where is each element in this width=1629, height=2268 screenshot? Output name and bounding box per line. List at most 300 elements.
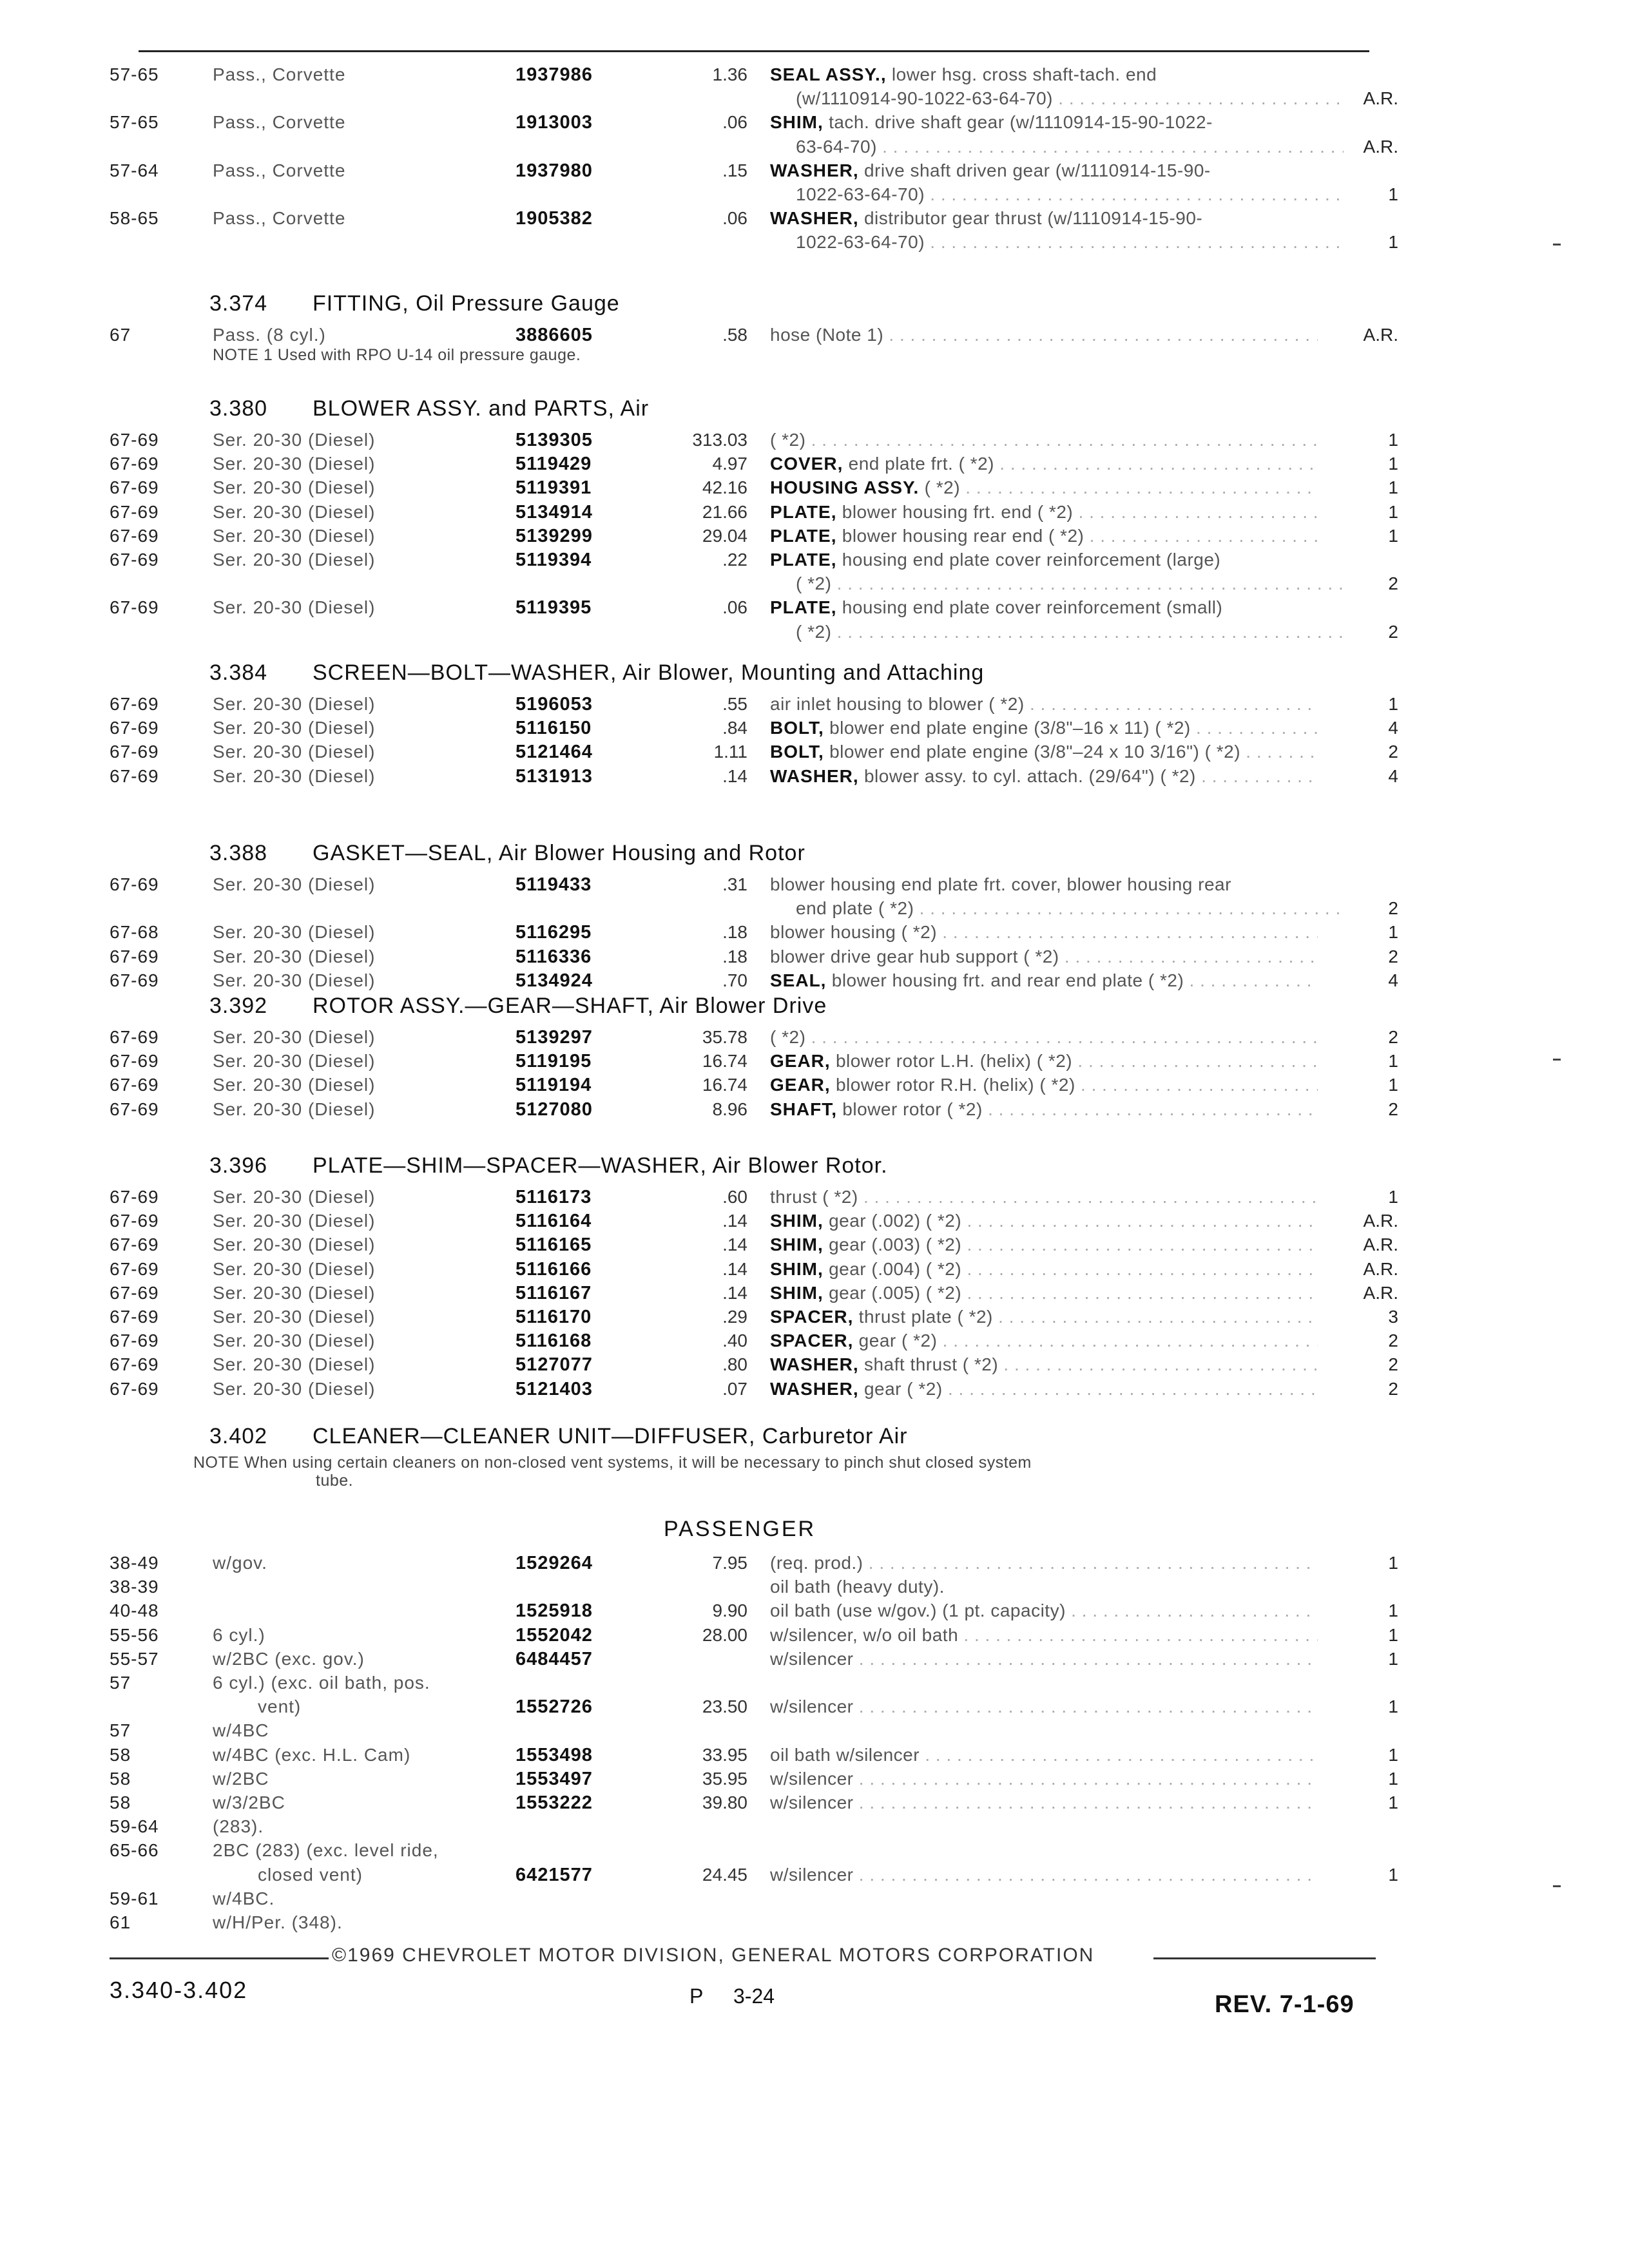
description-text: blower housing end plate frt. cover, blower housing rear [770, 874, 1231, 894]
parts-row [0, 526, 1629, 549]
part-name: SHIM, [770, 1283, 824, 1303]
part-description [770, 1283, 1318, 1303]
description-text: gear ( *2) . . . [864, 1379, 1318, 1399]
section-heading [209, 660, 984, 686]
list-price: .14 [722, 1259, 747, 1279]
quantity: 1 [1388, 1051, 1398, 1071]
model-years: 65-66 [110, 1840, 159, 1860]
part-number: 5119433 [516, 874, 592, 895]
model-application: Ser. 20-30 (Diesel) [213, 694, 376, 714]
quantity: 1 [1388, 1696, 1398, 1716]
top-rule [139, 50, 1369, 52]
quantity: 1 [1388, 502, 1398, 522]
description-text: ( *2) . . . [770, 1027, 1318, 1047]
model-years: 57-65 [110, 64, 159, 84]
model-application: w/gov. [213, 1553, 267, 1573]
model-application: Ser. 20-30 (Diesel) [213, 1331, 376, 1350]
model-years: 67-69 [110, 477, 159, 497]
parts-row [0, 694, 1629, 717]
footer-rule-right [1153, 1957, 1376, 1959]
part-number: 5121464 [516, 742, 593, 762]
quantity: A.R. [1363, 325, 1398, 345]
model-years: 59-61 [110, 1888, 159, 1908]
list-price: .06 [722, 597, 747, 617]
part-description [770, 1745, 1318, 1765]
model-years: 67-69 [110, 1187, 159, 1207]
quantity: 4 [1388, 718, 1398, 738]
parts-row [0, 1027, 1629, 1050]
section-number: 3.392 [209, 994, 268, 1018]
quantity: 1 [1388, 1187, 1398, 1207]
part-description [770, 922, 1318, 943]
model-years: 67-69 [110, 1099, 159, 1119]
parts-row [0, 573, 1629, 597]
description-text: ( *2) . . . [796, 573, 1344, 593]
model-application: Ser. 20-30 (Diesel) [213, 874, 376, 894]
model-years: 67-68 [110, 922, 159, 942]
model-application: Ser. 20-30 (Diesel) [213, 1354, 376, 1374]
model-application: Ser. 20-30 (Diesel) [213, 1051, 376, 1071]
model-application: (283). [213, 1816, 264, 1836]
model-application: Ser. 20-30 (Diesel) [213, 550, 376, 570]
model-years: 67-69 [110, 454, 159, 474]
description-text: gear (.002) ( *2) . . . [829, 1211, 1318, 1231]
part-description [770, 874, 1318, 895]
section-number: 3.402 [209, 1424, 268, 1448]
quantity: A.R. [1363, 1259, 1398, 1279]
quantity: 1 [1388, 1745, 1398, 1765]
parts-row [0, 477, 1629, 501]
parts-row [0, 430, 1629, 453]
section-number: 3.384 [209, 660, 268, 685]
description-text: housing end plate cover reinforcement (large) [842, 550, 1221, 570]
parts-row [0, 970, 1629, 994]
parts-row [0, 137, 1629, 160]
description-text: drive shaft driven gear (w/1110914-15-90- [863, 160, 1211, 180]
parts-row [0, 1840, 1629, 1863]
list-price: 16.74 [702, 1051, 747, 1071]
list-price: 1.36 [712, 64, 747, 84]
section-note: NOTE 1 Used with RPO U-14 oil pressure gauge. [213, 346, 581, 364]
model-application: Ser. 20-30 (Diesel) [213, 1027, 376, 1047]
part-name: SHAFT, [770, 1099, 837, 1119]
part-number: 5134914 [516, 502, 593, 523]
parts-row [0, 1051, 1629, 1074]
part-description [770, 1696, 1318, 1717]
part-description [770, 64, 1318, 85]
model-application: Ser. 20-30 (Diesel) [213, 526, 376, 546]
part-number: 1553222 [516, 1792, 593, 1813]
parts-row [0, 1888, 1629, 1912]
part-description [770, 526, 1318, 546]
description-text: ( *2) . . . [925, 477, 1318, 497]
model-application: Ser. 20-30 (Diesel) [213, 1099, 376, 1119]
quantity: A.R. [1363, 1211, 1398, 1231]
section-title: PLATE—SHIM—SPACER—WASHER, Air Blower Rotor. [313, 1153, 888, 1178]
part-number: 5134924 [516, 970, 593, 991]
description-text: gear ( *2) . . . [859, 1331, 1318, 1350]
description-text: tach. drive shaft gear (w/1110914-15-90-1022- [829, 112, 1213, 132]
parts-row [0, 1259, 1629, 1282]
parts-row [0, 1075, 1629, 1098]
description-text: blower drive gear hub support ( *2) . . . [770, 947, 1318, 966]
model-application: Ser. 20-30 (Diesel) [213, 430, 376, 450]
parts-row [0, 947, 1629, 970]
part-description [770, 1577, 1318, 1597]
parts-row [0, 64, 1629, 88]
model-application: Ser. 20-30 (Diesel) [213, 1307, 376, 1327]
list-price: 8.96 [712, 1099, 747, 1119]
parts-row [0, 1283, 1629, 1306]
model-application: vent) [258, 1696, 302, 1716]
part-description [770, 947, 1318, 967]
list-price: .84 [722, 718, 747, 738]
list-price: 24.45 [702, 1865, 747, 1885]
part-number: 1905382 [516, 208, 593, 229]
quantity: A.R. [1363, 88, 1398, 108]
list-price: 39.80 [702, 1792, 747, 1812]
quantity: 2 [1388, 622, 1398, 642]
part-description [770, 1331, 1318, 1351]
parts-row [0, 1379, 1629, 1402]
section-note: NOTE When using certain cleaners on non-closed vent systems, it will be necessary to pinch shut closed system [193, 1454, 1032, 1472]
part-description [770, 1354, 1318, 1375]
model-years: 67-69 [110, 1307, 159, 1327]
model-years: 67-69 [110, 1354, 159, 1374]
part-number: 5116173 [516, 1187, 592, 1207]
parts-row [0, 1235, 1629, 1258]
part-description [770, 88, 1344, 109]
model-application: Ser. 20-30 (Diesel) [213, 1235, 376, 1254]
quantity: 1 [1388, 694, 1398, 714]
parts-row [0, 1307, 1629, 1330]
model-years: 67 [110, 325, 131, 345]
quantity: 1 [1388, 1075, 1398, 1095]
description-text: w/silencer . . . [770, 1792, 1318, 1812]
list-price: .14 [722, 1283, 747, 1303]
list-price: .80 [722, 1354, 747, 1374]
part-number: 5131913 [516, 766, 593, 787]
quantity: 1 [1388, 232, 1398, 252]
section-title: CLEANER—CLEANER UNIT—DIFFUSER, Carburetor Air [313, 1424, 908, 1448]
parts-row [0, 325, 1629, 348]
part-description [770, 137, 1344, 157]
part-description [770, 1865, 1318, 1885]
list-price: .14 [722, 1211, 747, 1231]
description-text: oil bath (use w/gov.) (1 pt. capacity) . . . [770, 1600, 1318, 1620]
part-number: 5127080 [516, 1099, 593, 1120]
model-application: Pass. (8 cyl.) [213, 325, 326, 345]
list-price: .60 [722, 1187, 747, 1207]
part-number: 1937986 [516, 64, 593, 85]
part-name: SHIM, [770, 1259, 824, 1279]
part-number: 5119391 [516, 477, 592, 498]
list-price: .31 [722, 874, 747, 894]
list-price: .07 [722, 1379, 747, 1399]
model-years: 67-69 [110, 1211, 159, 1231]
model-years: 57-65 [110, 112, 159, 132]
model-application: 6 cyl.) (exc. oil bath, pos. [213, 1673, 430, 1693]
quantity: A.R. [1363, 1235, 1398, 1254]
quantity: 2 [1388, 1027, 1398, 1047]
description-text: end plate frt. ( *2) . . . [849, 454, 1318, 474]
parts-row [0, 160, 1629, 184]
description-text: shaft thrust ( *2) . . . [864, 1354, 1318, 1374]
parts-row [0, 1912, 1629, 1936]
section-heading [209, 291, 620, 316]
part-description [770, 898, 1344, 919]
list-price: 4.97 [712, 454, 747, 474]
part-description [770, 430, 1318, 450]
quantity: 1 [1388, 1600, 1398, 1620]
part-name: WASHER, [770, 208, 859, 228]
model-years: 67-69 [110, 742, 159, 762]
model-application: Ser. 20-30 (Diesel) [213, 1187, 376, 1207]
description-text: housing end plate cover reinforcement (small) [842, 597, 1223, 617]
model-years: 59-64 [110, 1816, 159, 1836]
model-years: 55-56 [110, 1625, 159, 1645]
model-years: 58-65 [110, 208, 159, 228]
model-years: 55-57 [110, 1649, 159, 1669]
model-application: Ser. 20-30 (Diesel) [213, 477, 376, 497]
quantity: A.R. [1363, 137, 1398, 157]
part-description [770, 970, 1318, 991]
section-heading [209, 994, 827, 1019]
description-text: blower housing rear end ( *2) . . . [842, 526, 1318, 546]
model-years: 67-69 [110, 1051, 159, 1071]
part-number: 1552042 [516, 1625, 593, 1646]
page-number: 3-24 [733, 1984, 775, 2008]
page-prefix: P [689, 1984, 704, 2008]
model-application: Ser. 20-30 (Diesel) [213, 742, 376, 762]
quantity: 1 [1388, 454, 1398, 474]
list-price: .14 [722, 766, 747, 786]
quantity: 1 [1388, 430, 1398, 450]
list-price: .18 [722, 922, 747, 942]
part-description [770, 622, 1344, 642]
section-number: 3.396 [209, 1153, 268, 1178]
description-text: (req. prod.) . . . [770, 1553, 1318, 1573]
part-name: SEAL, [770, 970, 827, 990]
quantity: 2 [1388, 1379, 1398, 1399]
parts-row [0, 550, 1629, 573]
list-price: .29 [722, 1307, 747, 1327]
part-description [770, 1307, 1318, 1327]
quantity: 2 [1388, 898, 1398, 918]
part-description [770, 1075, 1318, 1095]
part-description [770, 1235, 1318, 1255]
model-application: 2BC (283) (exc. level ride, [213, 1840, 439, 1860]
part-name: WASHER, [770, 1354, 859, 1374]
list-price: 1.11 [713, 742, 747, 762]
quantity: 2 [1388, 742, 1398, 762]
model-application: w/4BC. [213, 1888, 275, 1908]
description-text: oil bath (heavy duty). [770, 1577, 945, 1597]
description-text: hose (Note 1) . . . [770, 325, 1318, 345]
part-number: 5116170 [516, 1307, 592, 1327]
parts-row [0, 766, 1629, 789]
list-price: .15 [722, 160, 747, 180]
section-range: 3.340-3.402 [110, 1977, 248, 2003]
part-number: 5116165 [516, 1235, 592, 1255]
model-application: Ser. 20-30 (Diesel) [213, 922, 376, 942]
description-text: air inlet housing to blower ( *2) . . . [770, 694, 1318, 714]
quantity: 2 [1388, 573, 1398, 593]
parts-row [0, 1625, 1629, 1648]
parts-row [0, 1720, 1629, 1744]
part-number: 1913003 [516, 112, 593, 133]
model-application: w/2BC [213, 1769, 269, 1789]
model-application: Ser. 20-30 (Diesel) [213, 502, 376, 522]
model-application: Ser. 20-30 (Diesel) [213, 970, 376, 990]
scan-mark [1553, 1885, 1561, 1887]
list-price: 35.95 [702, 1769, 747, 1789]
parts-row [0, 208, 1629, 231]
part-description [770, 477, 1318, 498]
model-years: 67-69 [110, 550, 159, 570]
description-text: ( *2) . . . [796, 622, 1344, 642]
part-name: SHIM, [770, 112, 824, 132]
model-years: 38-49 [110, 1553, 159, 1573]
quantity: 1 [1388, 526, 1398, 546]
description-text: w/silencer, w/o oil bath . . . [770, 1625, 1318, 1645]
model-years: 67-69 [110, 970, 159, 990]
part-description [770, 1379, 1318, 1399]
model-years: 40-48 [110, 1600, 159, 1620]
part-number: 1553498 [516, 1745, 593, 1765]
part-number: 5116336 [516, 947, 592, 967]
model-years: 67-69 [110, 526, 159, 546]
parts-row [0, 1553, 1629, 1576]
part-number: 1552726 [516, 1696, 593, 1717]
quantity: 1 [1388, 184, 1398, 204]
part-description [770, 1187, 1318, 1207]
description-text: end plate ( *2) . . . [796, 898, 1344, 918]
model-years: 67-69 [110, 1259, 159, 1279]
part-description [770, 597, 1318, 618]
model-years: 67-69 [110, 874, 159, 894]
model-years: 57 [110, 1720, 131, 1740]
part-number: 5139297 [516, 1027, 593, 1048]
quantity: A.R. [1363, 1283, 1398, 1303]
part-name: PLATE, [770, 502, 837, 522]
quantity: 1 [1388, 477, 1398, 497]
list-price: .55 [722, 694, 747, 714]
description-text: gear (.005) ( *2) . . . [829, 1283, 1318, 1303]
part-description [770, 694, 1318, 715]
model-application: Pass., Corvette [213, 112, 346, 132]
list-price: 33.95 [702, 1745, 747, 1765]
section-title: FITTING, Oil Pressure Gauge [313, 291, 620, 316]
parts-row [0, 898, 1629, 921]
description-text: blower housing ( *2) . . . [770, 922, 1318, 942]
list-price: .58 [722, 325, 747, 345]
section-number: 3.388 [209, 841, 268, 865]
parts-row [0, 874, 1629, 898]
model-application: 6 cyl.) [213, 1625, 265, 1645]
parts-row [0, 1769, 1629, 1792]
parts-row [0, 112, 1629, 135]
description-text: blower rotor L.H. (helix) ( *2) . . . [836, 1051, 1318, 1071]
list-price: .06 [722, 112, 747, 132]
part-name: SPACER, [770, 1331, 854, 1350]
quantity: 2 [1388, 1099, 1398, 1119]
group-subheading: PASSENGER [664, 1517, 816, 1541]
description-text: ( *2) . . . [770, 430, 1318, 450]
part-name: WASHER, [770, 766, 859, 786]
section-heading [209, 1153, 888, 1178]
model-application: Ser. 20-30 (Diesel) [213, 597, 376, 617]
part-description [770, 742, 1318, 762]
parts-row [0, 1187, 1629, 1210]
list-price: 313.03 [692, 430, 747, 450]
description-text: blower end plate engine (3/8"–24 x 10 3/16") ( *2) . . . [829, 742, 1318, 762]
revision-date: REV. 7-1-69 [1215, 1991, 1354, 2018]
part-number: 5139305 [516, 430, 593, 450]
model-years: 67-69 [110, 766, 159, 786]
part-name: HOUSING ASSY. [770, 477, 920, 497]
part-description [770, 1259, 1318, 1280]
quantity: 1 [1388, 1553, 1398, 1573]
parts-row [0, 1673, 1629, 1696]
part-description [770, 1769, 1318, 1789]
part-name: BOLT, [770, 742, 824, 762]
list-price: 42.16 [702, 477, 747, 497]
section-heading [209, 1424, 908, 1449]
list-price: 7.95 [712, 1553, 747, 1573]
parts-row [0, 922, 1629, 945]
part-description [770, 184, 1344, 205]
parts-row [0, 742, 1629, 765]
parts-row [0, 232, 1629, 255]
parts-row [0, 1745, 1629, 1768]
model-years: 67-69 [110, 1331, 159, 1350]
description-text: thrust plate ( *2) . . . [859, 1307, 1318, 1327]
part-name: PLATE, [770, 526, 837, 546]
description-text: w/silencer . . . [770, 1769, 1318, 1789]
quantity: 2 [1388, 947, 1398, 966]
model-years: 58 [110, 1745, 131, 1765]
model-years: 67-69 [110, 597, 159, 617]
part-description [770, 1051, 1318, 1072]
part-name: WASHER, [770, 160, 859, 180]
part-number: 1937980 [516, 160, 593, 181]
section-title: GASKET—SEAL, Air Blower Housing and Rotor [313, 841, 805, 865]
model-years: 67-69 [110, 1075, 159, 1095]
part-number: 5116164 [516, 1211, 592, 1231]
model-years: 67-69 [110, 502, 159, 522]
model-application: Ser. 20-30 (Diesel) [213, 947, 376, 966]
quantity: 2 [1388, 1331, 1398, 1350]
section-number: 3.374 [209, 291, 268, 316]
model-years: 67-69 [110, 947, 159, 966]
quantity: 3 [1388, 1307, 1398, 1327]
description-text: 1022-63-64-70) . . . [796, 232, 1344, 252]
list-price: 9.90 [712, 1600, 747, 1620]
part-name: BOLT, [770, 718, 824, 738]
part-description [770, 766, 1318, 787]
part-description [770, 1027, 1318, 1048]
parts-row [0, 622, 1629, 645]
part-name: SHIM, [770, 1211, 824, 1231]
footer-rule-left [110, 1957, 329, 1959]
quantity: 1 [1388, 1625, 1398, 1645]
part-description [770, 718, 1318, 738]
parts-row [0, 1600, 1629, 1624]
model-application: w/4BC [213, 1720, 269, 1740]
part-description [770, 1600, 1318, 1621]
model-years: 67-69 [110, 1235, 159, 1254]
